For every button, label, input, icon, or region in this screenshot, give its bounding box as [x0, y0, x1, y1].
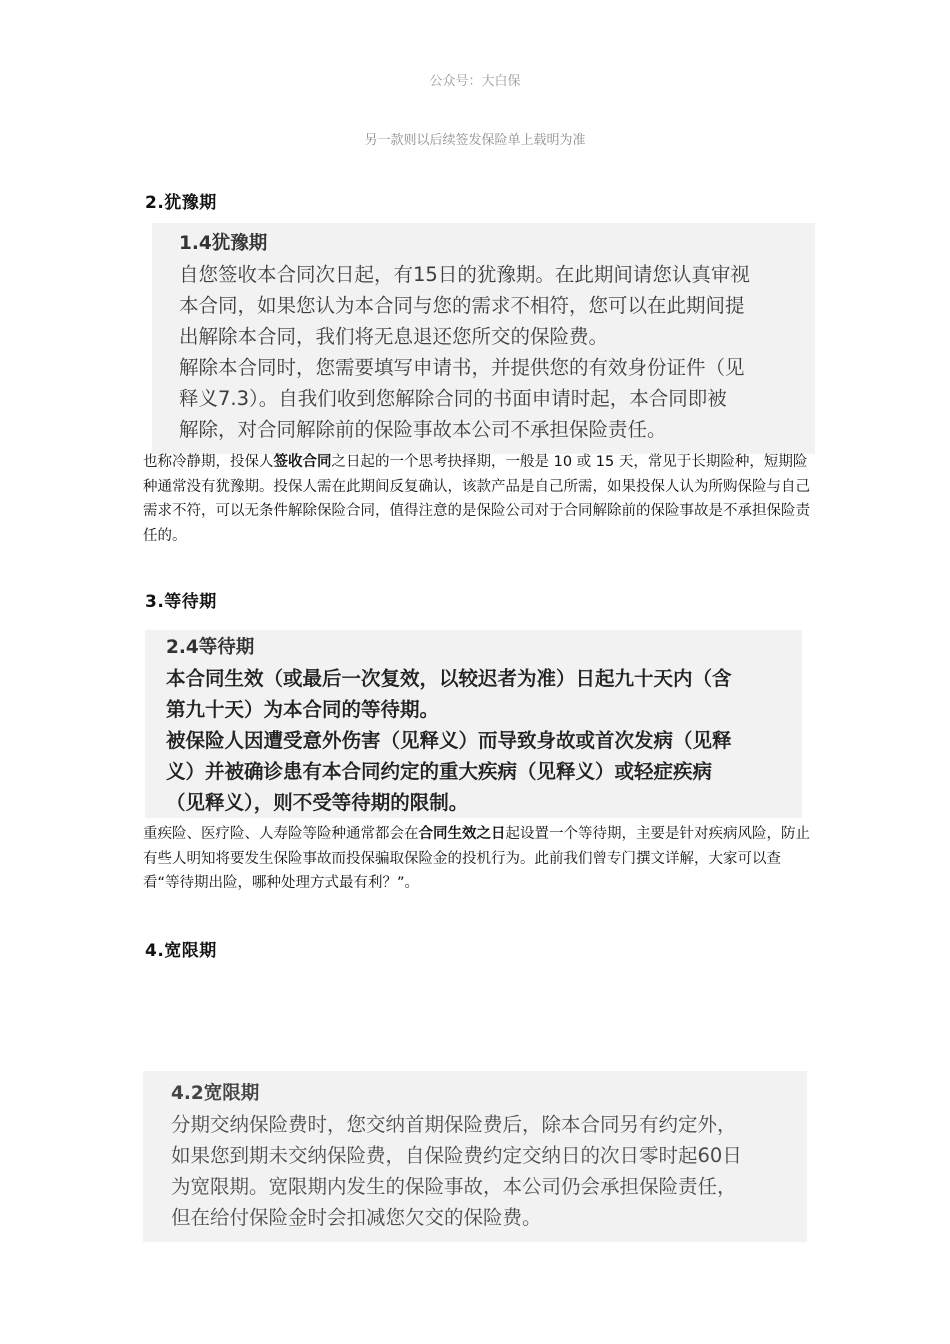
clause-screenshot-4-2 [143, 1071, 807, 1242]
section-heading-grace-cooling: 2.犹豫期 [145, 193, 217, 213]
clause-line: 但在给付保险金时会扣减您欠交的保险费。 [171, 1206, 542, 1229]
clause-title: 1.4犹豫期 [179, 233, 268, 254]
clause-line: 解除本合同时，您需要填写申请书，并提供您的有效身份证件（见 [179, 356, 745, 379]
section-heading-grace: 4.宽限期 [145, 941, 217, 961]
section-heading-waiting: 3.等待期 [145, 592, 217, 612]
clause-line: 分期交纳保险费时，您交纳首期保险费后，除本合同另有约定外， [171, 1113, 737, 1136]
page-header: 公众号：大白保 [429, 74, 521, 89]
clause-line: 释义7.3）。自我们收到您解除合同的书面申请时起，本合同即被 [179, 387, 727, 410]
paragraph-text: 起设置一个等待期，主要是针对疾病风险，防止有些人明知将要发生保险事故而投保骗取保险金的投机行为。此前我们曾专门撰文详解，大家可以查看“等待期出险，哪种处理方式最有利？”。 [143, 826, 810, 891]
clause-line: 第九十天）为本合同的等待期。 [166, 698, 440, 721]
clause-title: 4.2宽限期 [171, 1083, 260, 1104]
clause-line: 自您签收本合同次日起，有15日的犹豫期。在此期间请您认真审视 [179, 263, 750, 286]
paragraph-text: 重疾险、医疗险、人寿险等险种通常都会在 [143, 826, 419, 842]
clause-line: 本合同，如果您认为本合同与您的需求不相符，您可以在此期间提 [179, 294, 745, 317]
clause-line: （见释义），则不受等待期的限制。 [166, 791, 469, 814]
clause-line: 如果您到期未交纳保险费，自保险费约定交纳日的次日零时起60日 [171, 1144, 742, 1167]
paragraph-emphasis: 合同生效之日 [418, 826, 506, 842]
body-paragraph-waiting [143, 822, 811, 896]
clause-line: 出解除本合同，我们将无息退还您所交的保险费。 [179, 325, 609, 348]
clause-line: 解除，对合同解除前的保险事故本公司不承担保险责任。 [179, 418, 667, 441]
paragraph-text: 之日起的一个思考抉择期，一般是 10 或 15 天，常见于长期险种，短期险种通常没有犹豫期。投保人需在此期间反复确认，该款产品是自己所需，如果投保人认为所购保险与自己需求不符，可以无条件解除保险合同，值得注意的是保险公司对于合同解除前的保险事故是不承担保险责任的。 [143, 454, 810, 544]
paragraph-text: 也称冷静期，投保人 [143, 454, 274, 470]
clause-screenshot-1-4 [152, 223, 815, 454]
body-paragraph-cooling [143, 450, 811, 548]
clause-line: 为宽限期。宽限期内发生的保险事故，本公司仍会承担保险责任， [171, 1175, 737, 1198]
clause-line: 被保险人因遭受意外伤害（见释义）而导致身故或首次发病（见释 [166, 729, 732, 752]
clause-screenshot-2-4 [145, 630, 802, 818]
clause-line: 义）并被确诊患有本合同约定的重大疾病（见释义）或轻症疾病 [166, 760, 713, 783]
paragraph-emphasis: 签收合同 [273, 454, 332, 470]
image-caption: 另一款则以后续签发保险单上载明为准 [364, 133, 586, 148]
clause-title: 2.4等待期 [166, 637, 255, 658]
clause-line: 本合同生效（或最后一次复效，以较迟者为准）日起九十天内（含 [166, 667, 732, 690]
